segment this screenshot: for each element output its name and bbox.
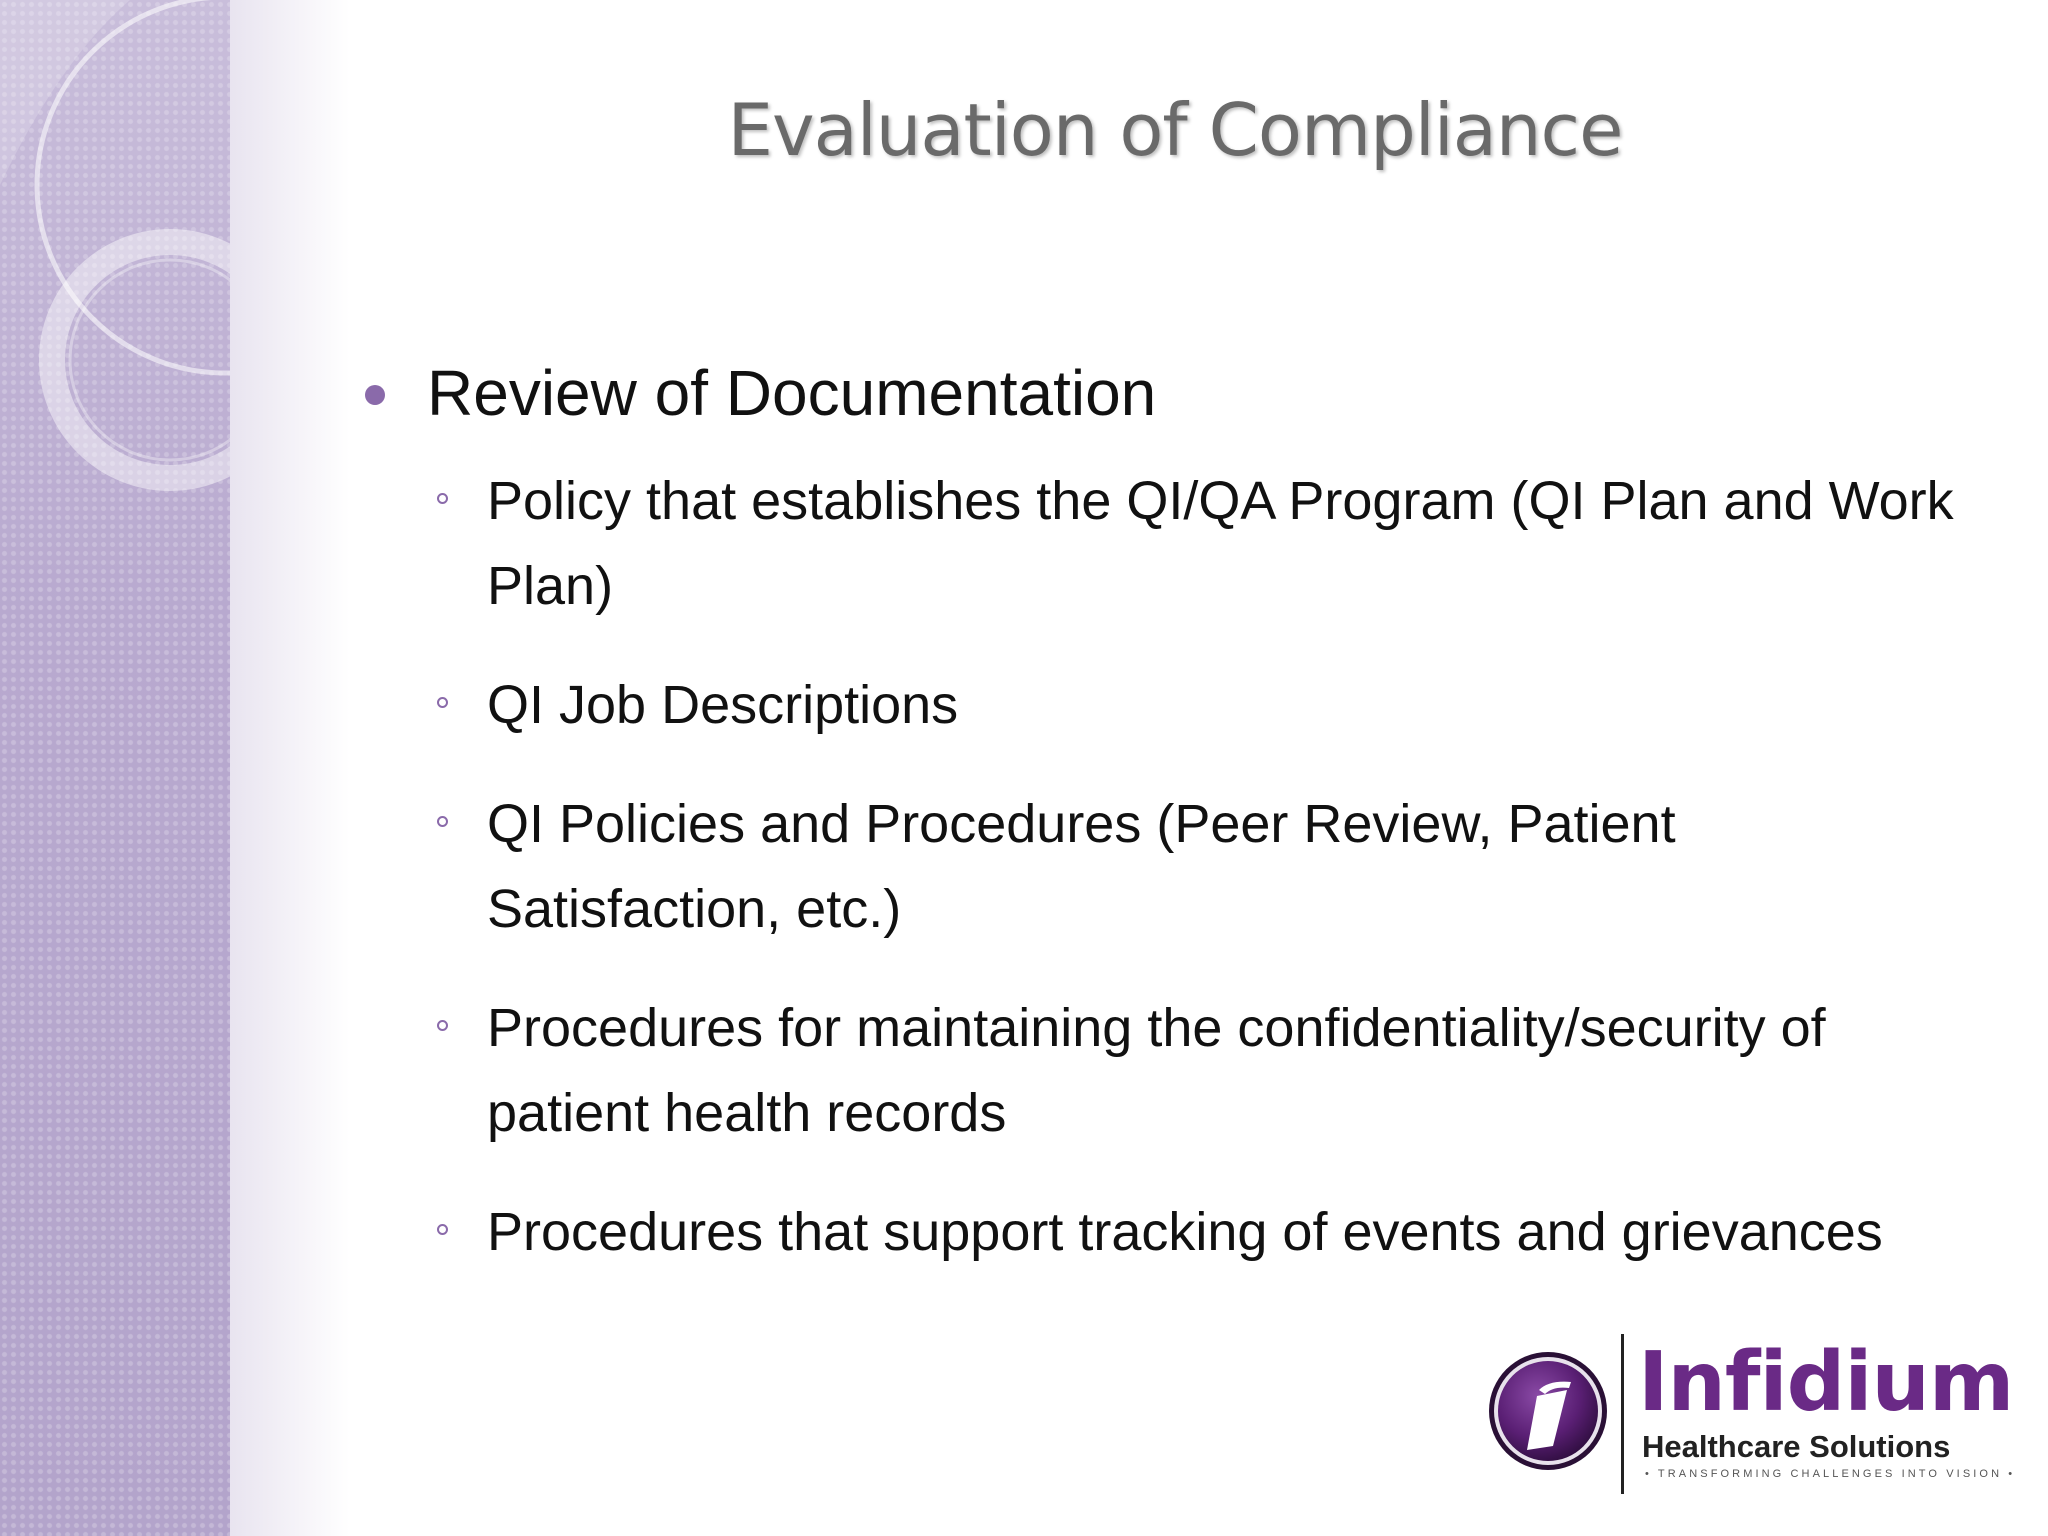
list-item bbox=[355, 986, 1975, 1156]
logo-name: Infidium bbox=[1638, 1335, 2014, 1430]
bullet-ring-icon bbox=[437, 1020, 448, 1031]
logo-subtitle: Healthcare Solutions bbox=[1642, 1429, 1951, 1464]
sub-bullet-list bbox=[355, 459, 1975, 1275]
slide-title: Evaluation of Compliance bbox=[727, 88, 1623, 172]
bullet-dot-icon bbox=[365, 385, 385, 405]
bullet-ring-icon bbox=[437, 697, 448, 708]
logo-divider bbox=[1621, 1334, 1624, 1494]
sub-bullet-text: Policy that establishes the QI/QA Program (QI Plan and Work Plan) bbox=[487, 471, 1954, 616]
main-bullet-text: Review of Documentation bbox=[427, 357, 1157, 429]
sub-bullet-text: Procedures that support tracking of events and grievances bbox=[487, 1202, 1883, 1262]
sub-bullet-text: Procedures for maintaining the confidentiality/security of patient health records bbox=[487, 998, 1826, 1143]
bullet-ring-icon bbox=[437, 1224, 448, 1235]
logo-tagline: • TRANSFORMING CHALLENGES INTO VISION • bbox=[1645, 1468, 2016, 1480]
bullet-ring-icon bbox=[437, 493, 448, 504]
sub-bullet-text: QI Job Descriptions bbox=[487, 675, 959, 735]
company-logo bbox=[1485, 1330, 2016, 1500]
list-item bbox=[355, 782, 1975, 952]
list-item bbox=[355, 459, 1975, 629]
list-item bbox=[355, 663, 1975, 748]
bullet-ring-icon bbox=[437, 816, 448, 827]
infidium-logo-icon bbox=[1487, 1350, 1609, 1472]
main-bullet bbox=[355, 345, 1975, 441]
sidebar-fade bbox=[230, 0, 350, 1536]
sub-bullet-text: QI Policies and Procedures (Peer Review, Patient Satisfaction, etc.) bbox=[487, 794, 1676, 939]
slide-content bbox=[355, 345, 1975, 1309]
list-item bbox=[355, 1190, 1975, 1275]
decorative-rings bbox=[0, 0, 230, 520]
